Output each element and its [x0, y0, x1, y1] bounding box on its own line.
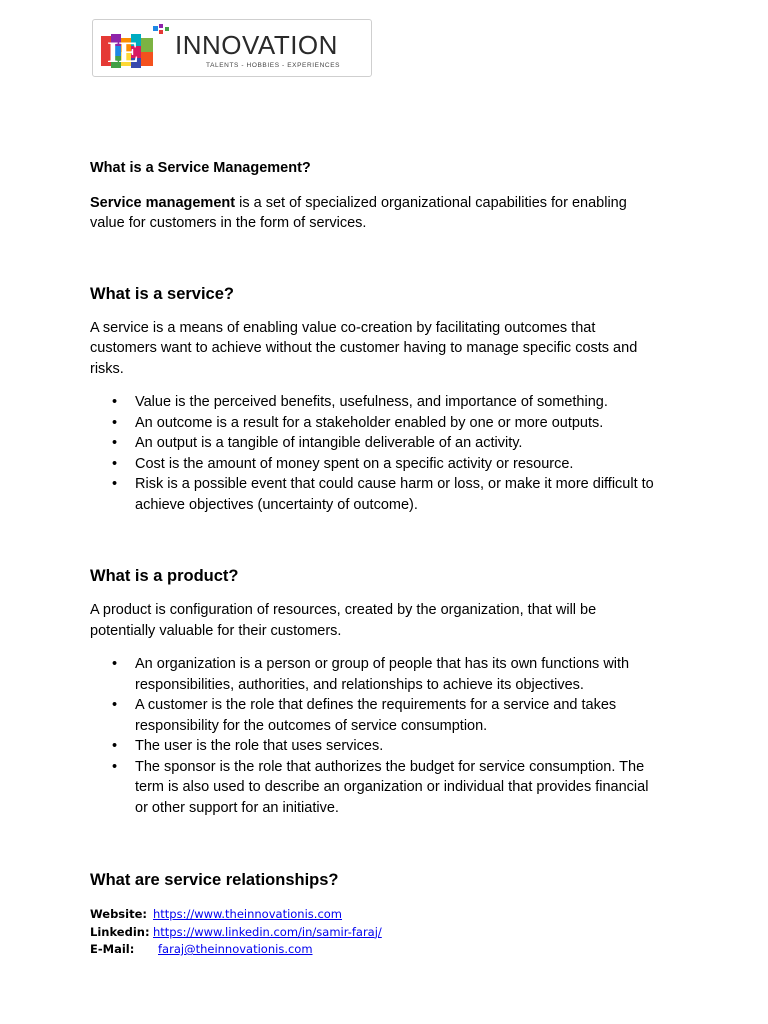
list-item: • Risk is a possible event that could cause harm or loss, or make it more difficult to achieve objectives (uncertainty of outcome).	[112, 476, 654, 513]
intro-term: Service management	[90, 194, 236, 211]
logo-tagline: TALENTS - HOBBIES - EXPERIENCES	[206, 62, 341, 69]
service-line-1: A service is a means of enabling value co-creation by facilitating outcomes that	[90, 319, 596, 336]
intro-question: What is a Service Management?	[90, 160, 311, 176]
list-item: • An outcome is a result for a stakeholder enabled by one or more outputs.	[90, 413, 690, 434]
product-line-2: potentially valuable for their customers.	[90, 622, 342, 639]
list-item: • Cost is the amount of money spent on a specific activity or resource.	[90, 454, 690, 475]
company-logo	[92, 19, 372, 77]
product-heading: What is a product?	[90, 567, 239, 585]
service-bullet-list	[90, 392, 690, 515]
bullet-icon: •	[112, 455, 118, 472]
linkedin-label: Linkedin:	[90, 924, 150, 939]
bullet-icon: •	[112, 414, 118, 431]
service-definition	[90, 318, 690, 380]
bullet-icon: •	[112, 435, 118, 451]
intro-definition-line-1: is a set of specialized organizational capabilities for enabling	[235, 194, 627, 211]
product-bullet-list	[90, 654, 690, 818]
list-item: • The user is the role that uses services.	[90, 736, 690, 757]
bullet-icon: •	[112, 758, 118, 775]
intro-definition-line-2: value for customers in the form of services.	[90, 215, 367, 231]
website-link[interactable]: https://www.theinnovationis.com	[153, 907, 343, 921]
email-link[interactable]: faraj@theinnovationis.com	[158, 942, 313, 956]
document-body	[90, 158, 690, 891]
intro-definition	[90, 193, 690, 234]
website-row	[90, 906, 382, 924]
service-heading: What is a service?	[90, 284, 234, 303]
service-line-2: customers want to achieve without the customer having to manage specific costs and	[90, 340, 638, 356]
bullet-icon: •	[112, 476, 118, 492]
logo-mark-icon	[99, 24, 171, 74]
linkedin-link[interactable]: https://www.linkedin.com/in/samir-faraj/	[153, 924, 382, 939]
bullet-icon: •	[112, 738, 118, 754]
product-definition	[90, 600, 690, 641]
logo-monogram: IE	[107, 36, 139, 69]
email-label: E-Mail:	[90, 942, 135, 956]
list-item: • An output is a tangible of intangible deliverable of an activity.	[90, 433, 690, 454]
list-item: • Value is the perceived benefits, usefulness, and importance of something.	[90, 392, 690, 413]
bullet-icon: •	[112, 697, 118, 713]
list-item: • A customer is the role that defines the requirements for a service and takes responsibility for the outcomes of service consumption.	[112, 697, 617, 734]
linkedin-row	[90, 924, 382, 942]
website-label: Website:	[90, 907, 147, 921]
product-line-1: A product is configuration of resources, created by the organization, that will be	[90, 602, 597, 618]
email-row	[90, 941, 382, 959]
service-line-3: risks.	[90, 360, 124, 377]
relationships-heading: What are service relationships?	[90, 871, 339, 889]
contact-footer	[90, 906, 382, 959]
list-item: • The sponsor is the role that authorizes the budget for service consumption. The term is also used to describe an organization or individual that provides financial or other support for an initiative.	[112, 758, 649, 816]
logo-wordmark: INNOVATION	[175, 30, 338, 60]
list-item: • An organization is a person or group of people that has its own functions with responsibilities, authorities, and relationships to achieve its objectives.	[112, 656, 630, 693]
bullet-icon: •	[112, 656, 118, 672]
bullet-icon: •	[112, 394, 118, 410]
